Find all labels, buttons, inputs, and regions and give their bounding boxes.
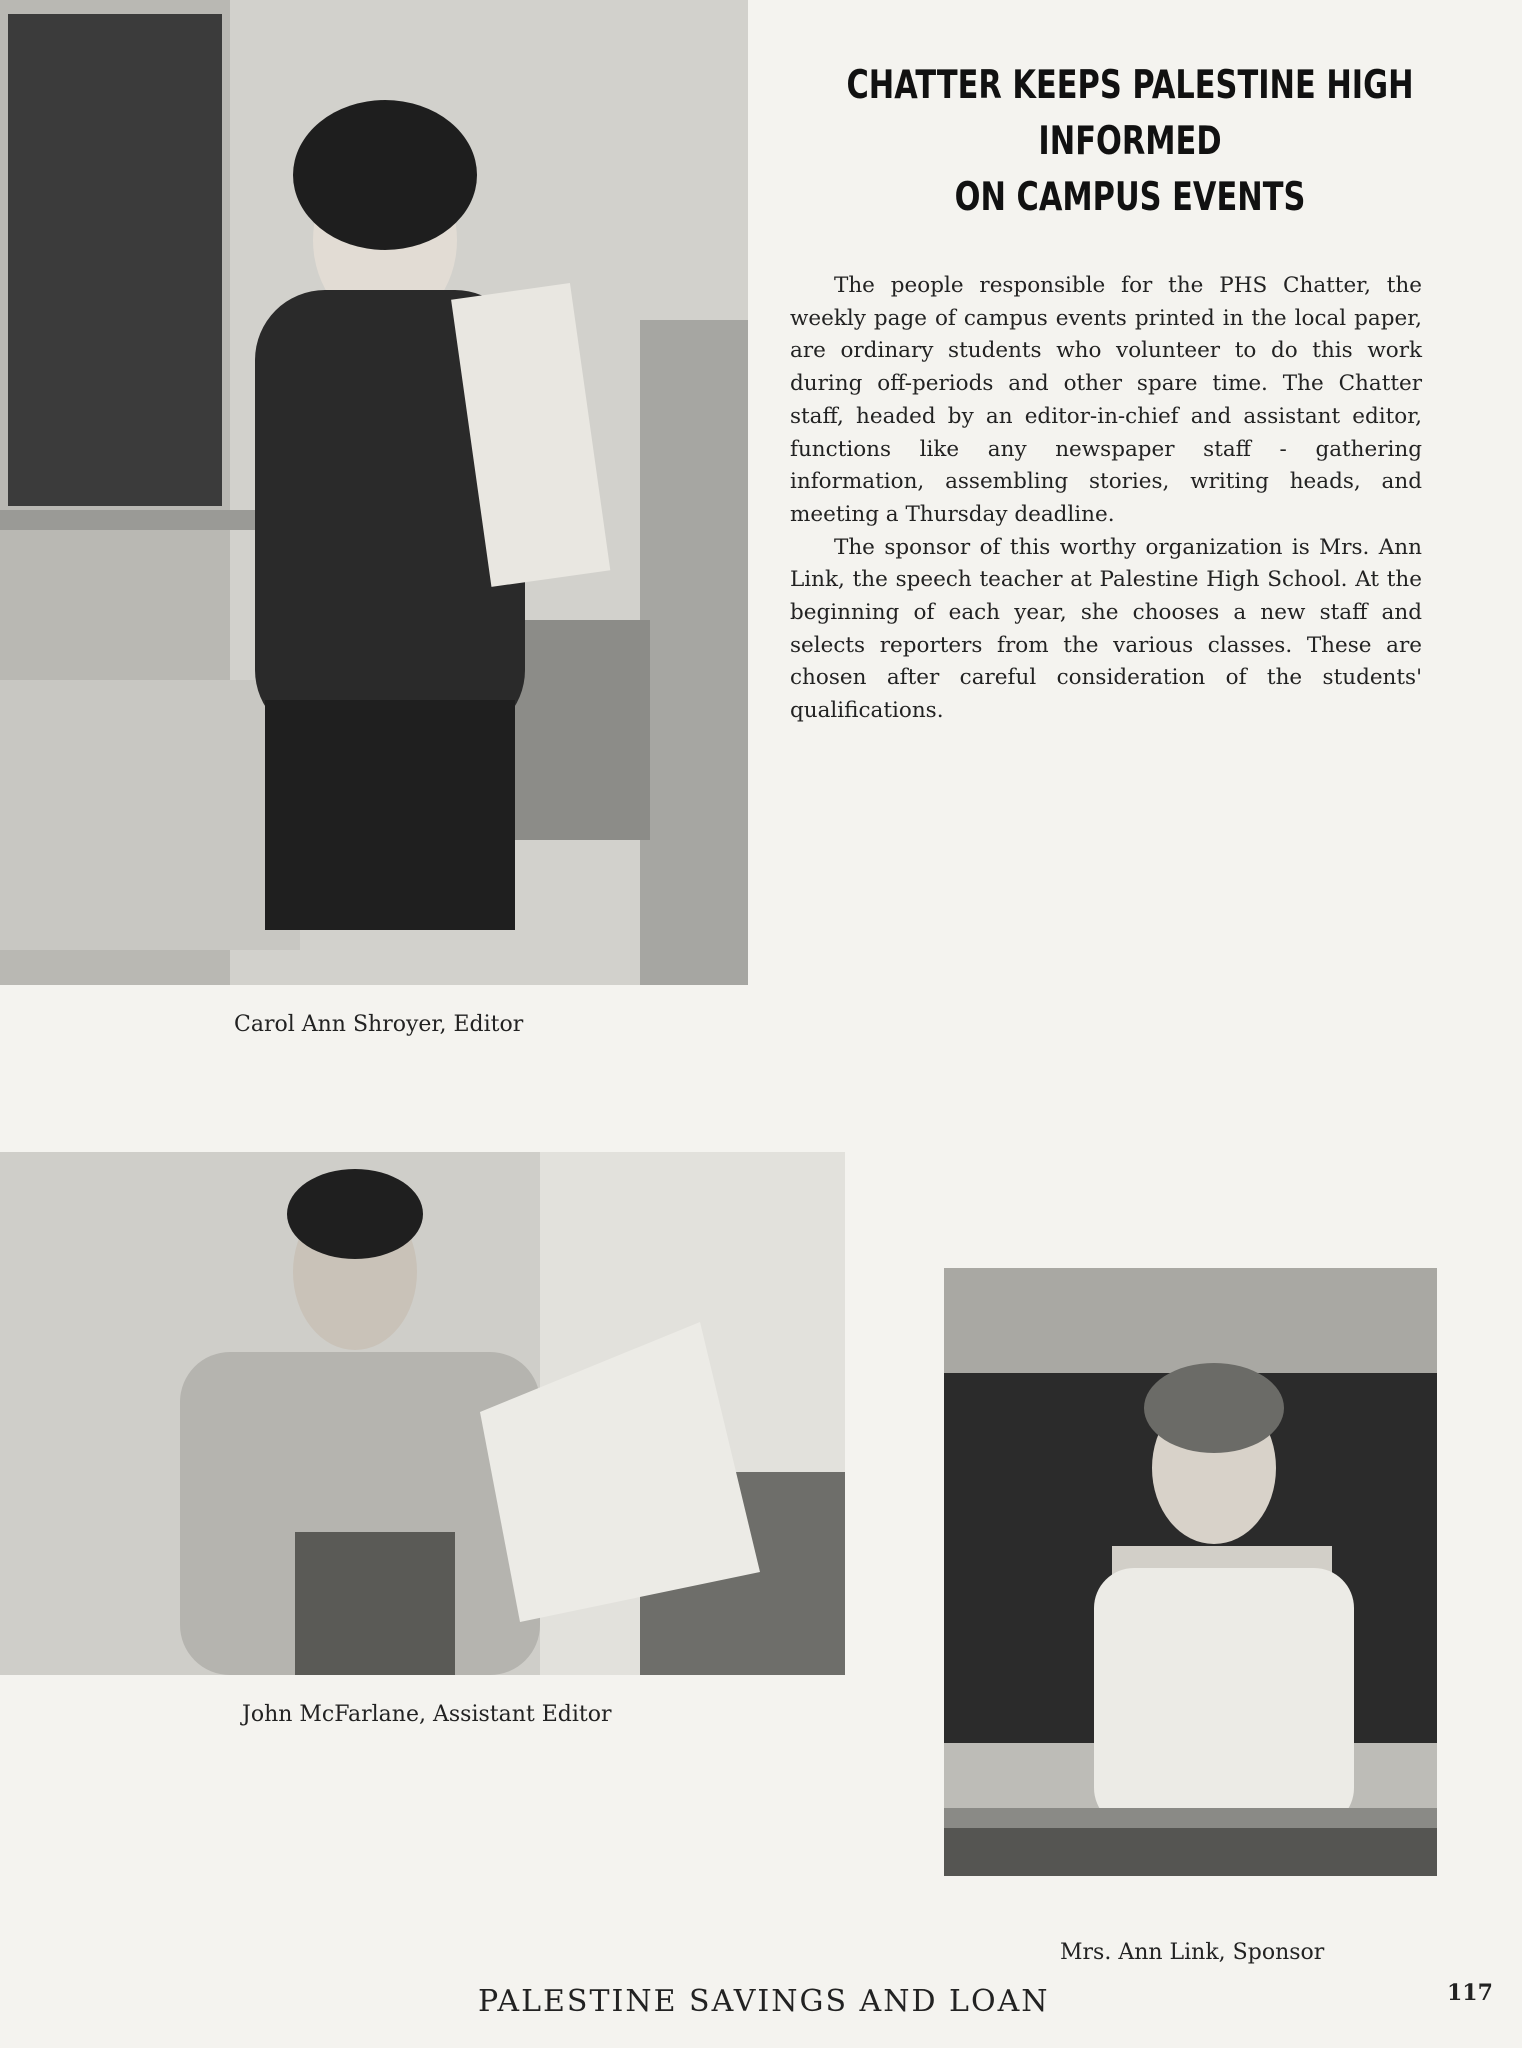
photo-editor — [0, 0, 748, 985]
photo-sponsor — [944, 1268, 1437, 1876]
photo-assistant-editor-graphic — [0, 1152, 845, 1675]
photo-editor-graphic — [0, 0, 748, 985]
caption-sponsor: Mrs. Ann Link, Sponsor — [1060, 1940, 1325, 1965]
photo-assistant-editor — [0, 1152, 845, 1675]
article-paragraph-1: The people responsible for the PHS Chatter, the weekly page of campus events printed in the local paper, are ordinary students who volunteer to do this work during off-periods and other spare time. The Chatter staff, headed by an editor-in-chief and assistant editor, functions like any newspaper staff - gathering information, assembling stories, writing heads, and meeting a Thursday deadline. — [790, 273, 1422, 527]
headline-line-1: CHATTER KEEPS PALESTINE HIGH INFORMED — [846, 63, 1414, 164]
headline-line-2: ON CAMPUS EVENTS — [954, 175, 1306, 220]
photo-sponsor-graphic — [944, 1268, 1437, 1876]
page-number: 117 — [1447, 1980, 1493, 2006]
headline — [845, 58, 1414, 226]
caption-editor: Carol Ann Shroyer, Editor — [234, 1012, 524, 1037]
article-paragraph-2: The sponsor of this worthy organization is Mrs. Ann Link, the speech teacher at Palestine High School. At the beginning of each year, she chooses a new staff and selects reporters from the various classes. These are chosen after careful consideration of the students' qualifications. — [790, 534, 1422, 724]
footer-sponsor-ad: PALESTINE SAVINGS AND LOAN — [478, 1984, 1050, 2019]
article-body — [790, 270, 1422, 728]
caption-assistant-editor: John McFarlane, Assistant Editor — [242, 1702, 612, 1727]
